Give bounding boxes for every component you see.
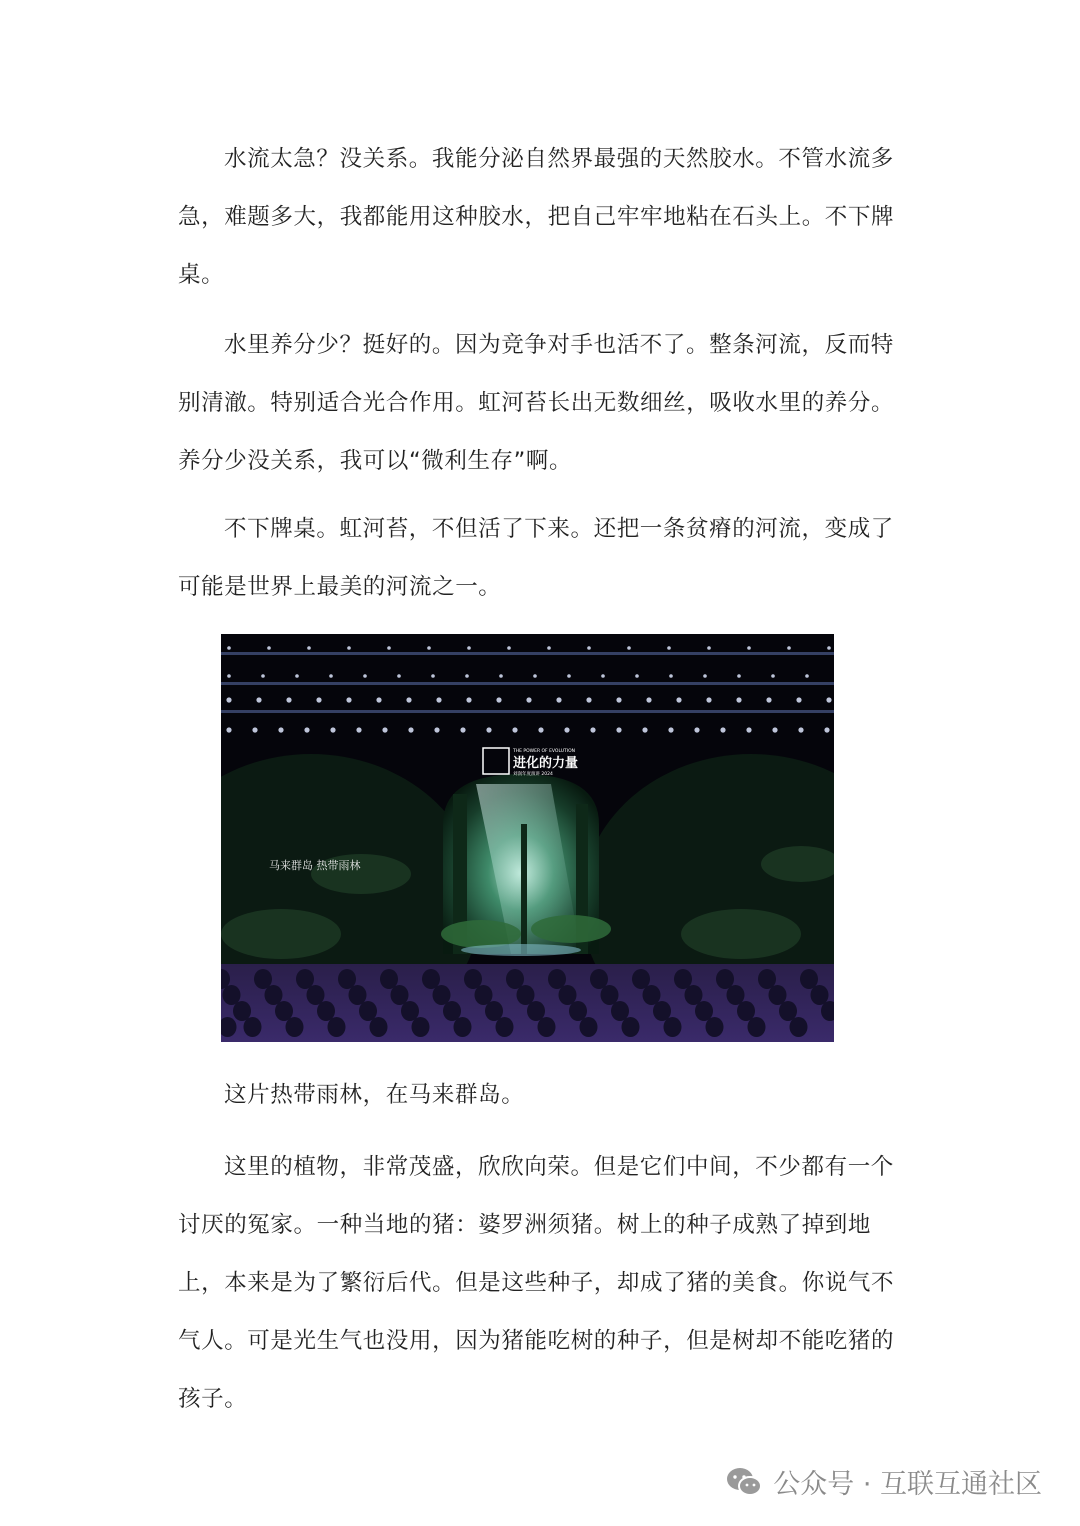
sign-small-bottom: 刘润年度演讲 2024 — [513, 772, 553, 777]
paragraph-4: 这片热带雨林，在马来群岛。 — [224, 1082, 525, 1108]
stage-illustration — [221, 634, 834, 1042]
watermark-text: 公众号 · 互联互通社区 — [773, 1469, 1042, 1500]
sign-small-top: THE POWER OF EVOLUTION — [513, 749, 576, 754]
side-caption: 马来群岛 热带雨林 — [269, 859, 361, 872]
watermark — [725, 1462, 1042, 1501]
paragraph-3: 不下牌桌。虹河苔，不但活了下来。还把一条贫瘠的河流，变成了可能是世界上最美的河流之一。 — [178, 516, 894, 600]
paragraph-1: 水流太急？没关系。我能分泌自然界最强的天然胶水。不管水流多急，难题多大，我都能用这种胶水，把自己牢牢地粘在石头上。不下牌桌。 — [178, 146, 895, 288]
paragraph-2: 水里养分少？挺好的。因为竞争对手也活不了。整条河流，反而特别清澈。特别适合光合作用。虹河苔长出无数细丝，吸收水里的养分。养分少没关系，我可以“微利生存”啊。 — [178, 332, 895, 474]
wechat-icon — [725, 1466, 763, 1498]
stage-photo — [221, 634, 834, 1042]
sign-title: 进化的力量 — [513, 756, 579, 771]
paragraph-5: 这里的植物，非常茂盛，欣欣向荣。但是它们中间，不少都有一个讨厌的冤家。一种当地的猪：婆罗洲须猪。树上的种子成熟了掉到地上，本来是为了繁衍后代。但是这些种子，却成了猪的美食。你说气不气人。可是光生气也没用，因为猪能吃树的种子，但是树却不能吃猪的孩子。 — [178, 1154, 895, 1412]
